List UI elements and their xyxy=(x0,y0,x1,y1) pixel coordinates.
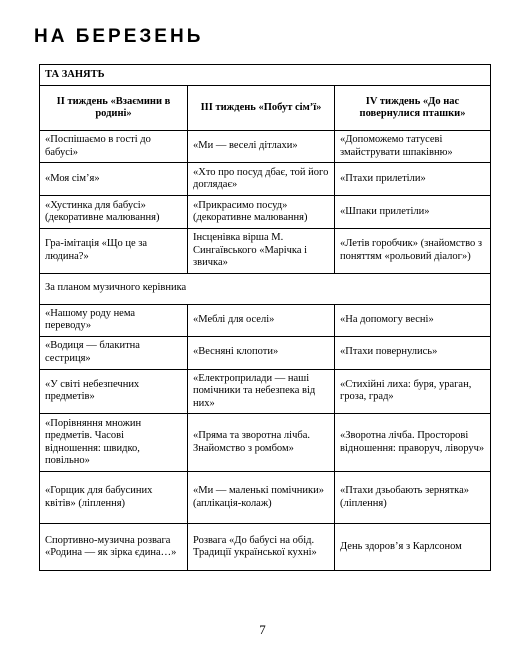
table-cell: «Ми — веселі дітлахи» xyxy=(188,131,335,163)
table-cell: «Ми — маленькі помічники» (аплікація-колаж) xyxy=(188,472,335,524)
table-cell: День здоров’я з Карлсоном xyxy=(335,524,491,571)
table-cell: «Водиця — блакитна сестриця» xyxy=(40,336,188,369)
column-header-week-3: ІІІ тиждень «Побут сім’ї» xyxy=(188,86,335,131)
table-row xyxy=(40,369,491,414)
table-cell: Спортивно-музична розвага «Родина — як зірка єдина…» xyxy=(40,524,188,571)
table-cell: «Летів горобчик» (знайомство з поняттям «рольовий діалог») xyxy=(335,229,491,274)
table-cell: Інсценівка вірша М. Сингаївського «Марічка і звичка» xyxy=(188,229,335,274)
table-cell: «Зворотна лічба. Просторові відношення: праворуч, ліворуч» xyxy=(335,414,491,472)
table-cell: «Меблі для оселі» xyxy=(188,304,335,336)
table-cell: Гра-імітація «Що це за людина?» xyxy=(40,229,188,274)
table-cell: «Птахи повернулись» xyxy=(335,336,491,369)
table-cell: «Весняні клопоти» xyxy=(188,336,335,369)
table-body-lower xyxy=(40,304,491,571)
table-cell: «Хто про посуд дбає, той його доглядає» xyxy=(188,163,335,196)
table-row xyxy=(40,472,491,524)
table-row xyxy=(40,196,491,229)
table-cell: «Електроприлади — наші помічники та небезпека від них» xyxy=(188,369,335,414)
table-cell: «У світі небезпечних предметів» xyxy=(40,369,188,414)
table-cell: «Поспішаємо в гості до бабусі» xyxy=(40,131,188,163)
table-cell: «Моя сім’я» xyxy=(40,163,188,196)
table-cell: «Горщик для бабусиних квітів» (ліплення) xyxy=(40,472,188,524)
table-row xyxy=(40,524,491,571)
table-section-title: ТА ЗАНЯТЬ xyxy=(40,65,491,86)
table-cell: «Нашому роду нема переводу» xyxy=(40,304,188,336)
page-heading: НА БЕРЕЗЕНЬ xyxy=(34,26,204,47)
table-cell: Розвага «До бабусі на обід. Традиції української кухні» xyxy=(188,524,335,571)
table-cell: «Птахи дзьобають зернятка» (ліплення) xyxy=(335,472,491,524)
table-cell: «Птахи прилетіли» xyxy=(335,163,491,196)
page-number: 7 xyxy=(259,622,266,637)
table-row xyxy=(40,163,491,196)
music-plan-row: За планом музичного керівника xyxy=(40,273,491,304)
table-row xyxy=(40,304,491,336)
table-row xyxy=(40,414,491,472)
table-cell: «Хустинка для бабусі» (декоративне малювання) xyxy=(40,196,188,229)
column-header-week-2: ІІ тиждень «Взаємини в родині» xyxy=(40,86,188,131)
table-row xyxy=(40,229,491,274)
table-cell: «Допоможемо татусеві змайструвати шпаківню» xyxy=(335,131,491,163)
table-cell: «На допомогу весні» xyxy=(335,304,491,336)
plan-table xyxy=(39,64,491,571)
table-cell: «Пряма та зворотна лічба. Знайомство з ромбом» xyxy=(188,414,335,472)
table-row xyxy=(40,336,491,369)
table-cell: «Порівняння множин предметів. Часові відношення: швидко, повільно» xyxy=(40,414,188,472)
table-cell: «Шпаки прилетіли» xyxy=(335,196,491,229)
table-body-upper xyxy=(40,131,491,274)
table-row xyxy=(40,131,491,163)
column-header-row xyxy=(40,86,491,131)
table-cell: «Прикрасимо посуд» (декоративне малювання) xyxy=(188,196,335,229)
column-header-week-4: IV тиждень «До нас повернулися пташки» xyxy=(335,86,491,131)
table-cell: «Стихійні лиха: буря, ураган, гроза, град» xyxy=(335,369,491,414)
